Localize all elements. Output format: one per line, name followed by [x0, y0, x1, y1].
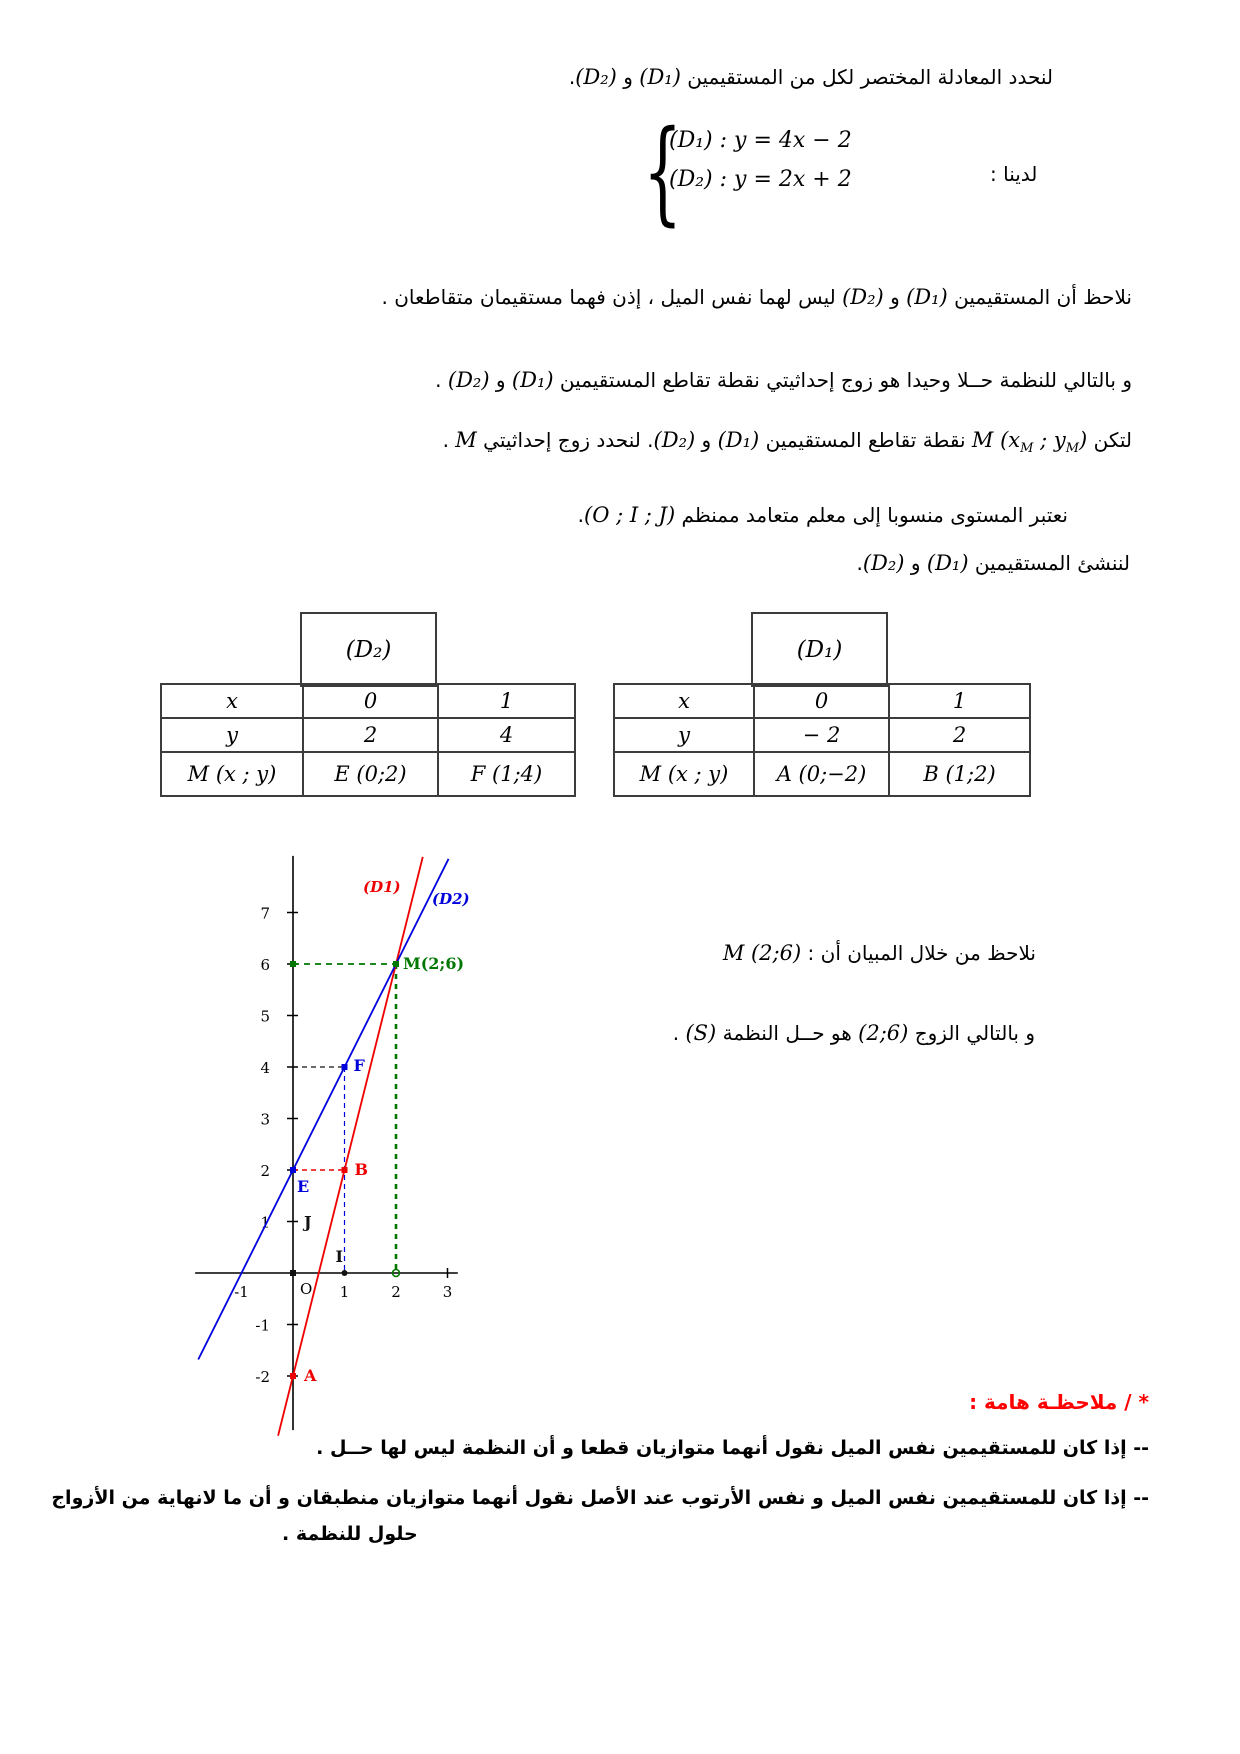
table-d2-title: [300, 612, 437, 687]
equation-d2: (D₂) : y = 2x + 2: [669, 167, 852, 192]
table-row: [614, 684, 1030, 718]
point-marker: [290, 1270, 296, 1276]
para-point-text-c: . لنحدد زوج إحداثيتي: [476, 428, 654, 452]
table-row: [614, 718, 1030, 752]
para-point-text-b: نقطة تقاطع المستقيمين: [759, 428, 972, 452]
y-tick-label: 7: [260, 904, 270, 923]
and-word: و: [616, 65, 640, 89]
note-parallel: -- إذا كان للمستقيمين نفس الميل نقول أنهما متوازيان قطعا و أن النظمة ليس لها حــل .: [316, 1437, 1149, 1459]
d2-symbol: (D₂): [862, 551, 905, 575]
point-marker: [290, 1167, 296, 1173]
para-frame-text: نعتبر المستوى منسوبا إلى معلم متعامد ممنظم: [675, 503, 1068, 527]
para-construct-lines: [856, 551, 1130, 575]
conclusion-text-b: هو حــل النظمة: [716, 1021, 859, 1045]
table-row: [161, 718, 575, 752]
and-word: و: [883, 285, 907, 309]
m-point-expression: M ($x_M$ ; $y_M$): [971, 428, 1088, 456]
point-label-E: E: [297, 1177, 310, 1196]
note-coincident: -- إذا كان للمستقيمين نفس الميل و نفس الأرتوب عند الأصل نقول أنهما متوازيان منطبقان و أن ما لانهاية من الأزواج: [51, 1487, 1149, 1509]
d2-symbol: (D₂): [575, 65, 617, 89]
table-cell: y: [161, 718, 303, 752]
y-tick-label: 1: [260, 1213, 270, 1232]
para-unique-text: و بالتالي للنظمة حــلا وحيدا هو زوج إحداثيتي نقطة تقاطع المستقيمين: [553, 368, 1132, 392]
point-marker: [393, 961, 399, 967]
y-tick-label: 4: [260, 1059, 270, 1077]
table-cell: 0: [754, 684, 889, 718]
table-row: [161, 684, 575, 718]
para-construct-text: لننشئ المستقيمين: [968, 551, 1130, 575]
period: .: [856, 551, 863, 575]
para-slope-text-a: نلاحظ أن المستقيمين: [947, 285, 1132, 309]
and-word: و: [489, 368, 512, 392]
table-cell: x: [161, 684, 303, 718]
y-tick-label: 3: [260, 1110, 270, 1129]
series-label-D2: (D2): [432, 890, 470, 908]
d1-symbol: (D₁): [717, 428, 760, 452]
m-symbol: M: [455, 428, 477, 452]
table-cell: x: [614, 684, 754, 718]
coordinate-graph: [170, 840, 470, 1440]
table-cell: E (0;2): [303, 752, 438, 796]
table-cell: B (1;2): [889, 752, 1030, 796]
observation-text: نلاحظ من خلال المبيان أن :: [801, 941, 1036, 965]
para-coordinate-frame: [578, 503, 1068, 527]
point-label-M: M(2;6): [403, 954, 465, 973]
d1-symbol: (D₁): [906, 285, 948, 309]
table-cell: 0: [303, 684, 438, 718]
d2-symbol: (D₂): [842, 285, 884, 309]
origin-label: O: [300, 1280, 313, 1298]
x-tick-label: 2: [391, 1283, 401, 1301]
solution-pair: (2;6): [858, 1021, 909, 1045]
intro-line: [569, 65, 1053, 89]
equation-column: [669, 122, 852, 206]
d1-symbol: (D₁): [926, 551, 969, 575]
observation-line: [723, 941, 1036, 965]
point-label-F: F: [353, 1056, 365, 1075]
d1-symbol: (D₁): [639, 65, 681, 89]
important-note-title: * / ملاحظـة هامة :: [969, 1390, 1149, 1414]
d1-symbol: (D₁): [511, 368, 554, 392]
point-label-J: J: [304, 1212, 312, 1232]
point-marker: [342, 1167, 348, 1173]
point-label-B: B: [354, 1160, 369, 1179]
table-cell: y: [614, 718, 754, 752]
m-coordinates: M (2;6): [722, 941, 802, 965]
y-tick-label: -2: [255, 1368, 270, 1386]
para-unique-solution: [435, 368, 1132, 392]
intro-text: لنحدد المعادلة المختصر لكل من المستقيمين: [680, 65, 1053, 89]
frame-symbol: (O ; I ; J): [584, 503, 676, 527]
table-cell: 1: [438, 684, 575, 718]
d2-symbol: (D₂): [447, 368, 490, 392]
period: .: [435, 368, 448, 392]
system-brace: {: [643, 107, 683, 237]
x-tick-label: -1: [234, 1283, 249, 1301]
table-row: [614, 752, 1030, 796]
para-intersection-point: [443, 428, 1132, 456]
y-tick-label: 2: [260, 1162, 270, 1180]
period: .: [672, 1021, 686, 1045]
table-d1-title: [751, 612, 888, 687]
table-cell: M (x ; y): [614, 752, 754, 796]
d1-symbol: (D₁): [796, 636, 843, 663]
table-row: [161, 752, 575, 796]
point-marker: [342, 1064, 348, 1070]
point-marker: [290, 1373, 296, 1379]
table-d2: [160, 683, 576, 797]
point-marker: [290, 961, 296, 967]
point-marker: [342, 1270, 348, 1276]
series-line-D1: [278, 857, 423, 1436]
period: .: [568, 65, 576, 89]
y-tick-label: 5: [260, 1007, 270, 1026]
table-cell: A (0;−2): [754, 752, 889, 796]
and-word: و: [904, 551, 927, 575]
x-tick-label: 3: [442, 1283, 453, 1301]
para-slope-text-b: ليس لهما نفس الميل ، إذن فهما مستقيمان متقاطعان .: [381, 285, 843, 309]
point-label-A: A: [304, 1366, 317, 1385]
conclusion-text-a: و بالتالي الزوج: [908, 1021, 1035, 1045]
y-tick-label: 6: [260, 956, 270, 974]
series-line-D2: [198, 859, 448, 1360]
table-cell: M (x ; y): [161, 752, 303, 796]
conclusion-line: [673, 1021, 1035, 1045]
table-cell: F (1;4): [438, 752, 575, 796]
table-cell: 2: [889, 718, 1030, 752]
period: .: [577, 503, 584, 527]
equation-d1: (D₁) : y = 4x − 2: [669, 128, 852, 153]
para-slope: [382, 285, 1132, 309]
system-symbol: (S): [685, 1021, 717, 1045]
x-tick-label: 1: [339, 1283, 350, 1301]
para-point-text-a: لتكن: [1087, 428, 1132, 452]
table-cell: 2: [303, 718, 438, 752]
period: .: [442, 428, 456, 452]
point-label-I: I: [335, 1247, 343, 1266]
equation-system: [643, 107, 963, 237]
table-cell: 1: [889, 684, 1030, 718]
table-cell: 4: [438, 718, 575, 752]
series-label-D1: (D1): [363, 878, 401, 896]
and-word: و: [695, 428, 718, 452]
table-d1: [613, 683, 1031, 797]
d2-symbol: (D₂): [345, 636, 392, 663]
given-label: لدينا :: [990, 162, 1038, 186]
y-tick-label: -1: [255, 1316, 270, 1335]
note-coincident-cont: حلول للنظمة .: [282, 1523, 418, 1545]
table-cell: − 2: [754, 718, 889, 752]
d2-symbol: (D₂): [653, 428, 696, 452]
